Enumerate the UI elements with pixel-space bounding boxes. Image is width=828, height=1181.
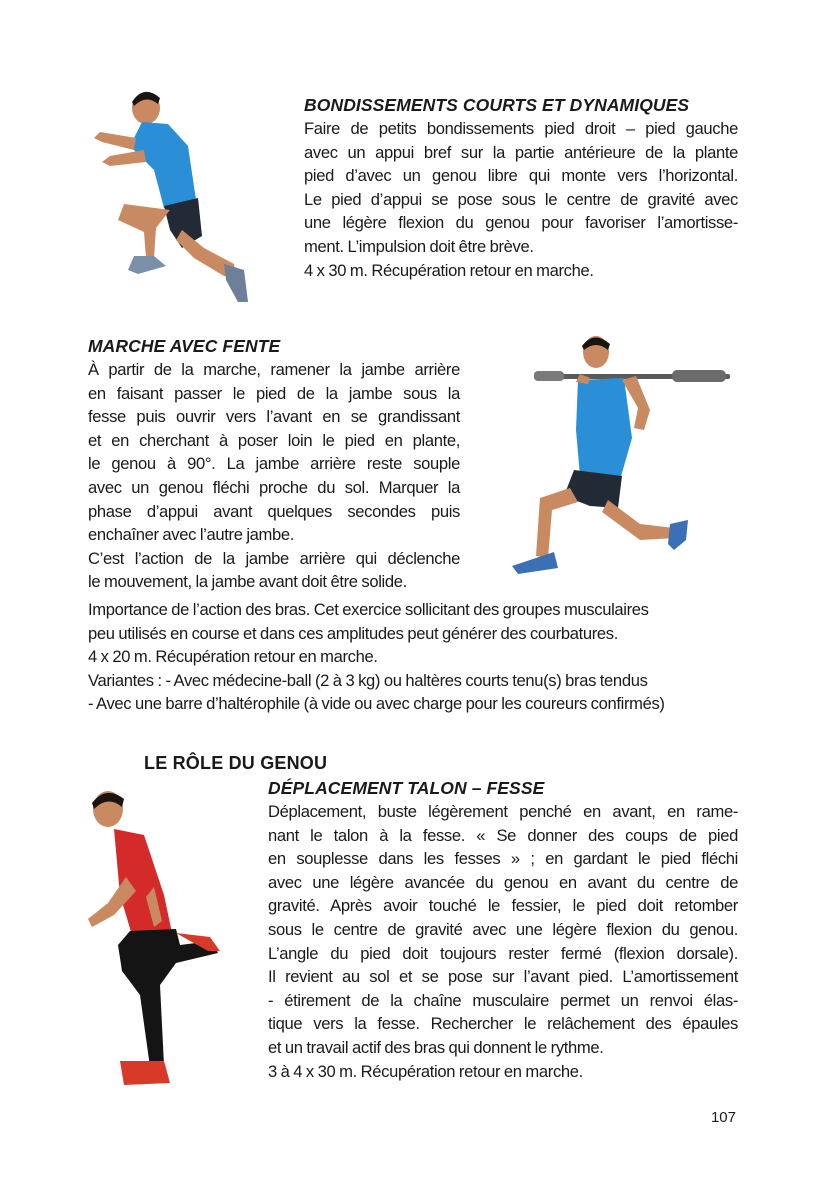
text-line: en faisant passer le pied de la jambe sous la [88,383,460,403]
section-bounding [304,93,738,282]
exercise-title-heel-butt: DÉPLACEMENT TALON – FESSE [268,778,545,798]
section-heading-knee [144,751,327,775]
text-line: en souplesse dans les fesses » ; en gardant le pied fléchi [268,849,738,869]
text-line: fesse puis ouvrir vers l’avant en se grandissant [88,407,460,427]
text-line: Faire de petits bondissements pied droit – pied gauche [304,119,738,138]
text-line: À partir de la marche, ramener la jambe arrière [88,360,460,379]
text-line: et un travail actif des bras qui donnent le rythme. [268,1037,604,1057]
text-line: et en cherchant à poser loin le pied en plante, [88,430,460,450]
exercise-title-bounding: BONDISSEMENTS COURTS ET DYNAMIQUES [304,95,690,115]
text-line: nant le talon à la fesse. « Se donner des coups de pied [268,825,738,845]
text-line: 4 x 30 m. Récupération retour en marche. [304,260,594,280]
text-line: Le pied d’appui se pose sous le centre de gravité avec [304,189,738,209]
text-line: Déplacement, buste légèrement penché en avant, en rame- [268,802,738,821]
text-line: tique vers la fesse. Rechercher le relâchement des épaules [268,1014,738,1034]
athlete-butt-kick-photo [80,785,230,1095]
text-line: sous le centre de gravité avec une légère flexion du genou. [268,919,738,939]
exercise-description-bounding [304,117,738,282]
text-line: Il revient au sol et se pose sur l’avant pied. L’amortissement [268,967,738,987]
text-line: - étirement de la chaîne musculaire permet un renvoi élas- [268,990,738,1010]
section-heel-butt [268,776,738,1083]
text-line: le mouvement, la jambe avant doit être solide. [88,572,407,592]
text-line: - Avec une barre d’haltérophile (à vide ou avec charge pour les coureurs confirmés) [88,694,665,714]
page-number: 107 [710,1109,736,1126]
text-line: ment. L’impulsion doit être brève. [304,236,534,256]
athlete-bounding-photo [84,80,264,310]
text-line: L’angle du pied doit toujours rester fermé (flexion dorsale). [268,943,738,963]
text-line: pied d’avec un genou libre qui monte vers l’horizontal. [304,166,738,186]
text-line: une légère flexion du genou pour favoriser l’amortisse- [304,213,738,233]
exercise-description-lunge [88,358,460,594]
exercise-notes-lunge [88,598,738,716]
text-line: enchaîner avec l’autre jambe. [88,525,295,545]
text-line: 3 à 4 x 30 m. Récupération retour en marche. [268,1061,583,1081]
exercise-description-heel-butt [268,800,738,1083]
athlete-lunge-photo [510,330,730,580]
text-line: 4 x 20 m. Récupération retour en marche. [88,647,378,667]
section-lunge-notes [88,598,738,716]
text-line: avec un appui bref sur la partie antérieure de la plante [304,142,738,162]
text-line: Variantes : - Avec médecine-ball (2 à 3 kg) ou haltères courts tenu(s) bras tendus [88,670,648,690]
text-line: C’est l’action de la jambe arrière qui déclenche [88,548,460,568]
text-line: phase d’appui avant quelques secondes puis [88,501,460,521]
text-line: avec une légère avancée du genou en avant du centre de [268,872,738,892]
text-line: Importance de l’action des bras. Cet exercice sollicitant des groupes musculaires [88,600,649,619]
exercise-title-lunge: MARCHE AVEC FENTE [88,336,281,356]
text-line: gravité. Après avoir touché le fessier, le pied doit retomber [268,896,738,916]
text-line: le genou à 90°. La jambe arrière reste souple [88,454,460,474]
text-line: peu utilisés en course et dans ces amplitudes peut générer des courbatures. [88,623,619,643]
section-lunge-walk [88,334,460,594]
text-line: avec un genou fléchi proche du sol. Marquer la [88,477,460,497]
section-title-knee-role: LE RÔLE DU GENOU [144,753,328,773]
